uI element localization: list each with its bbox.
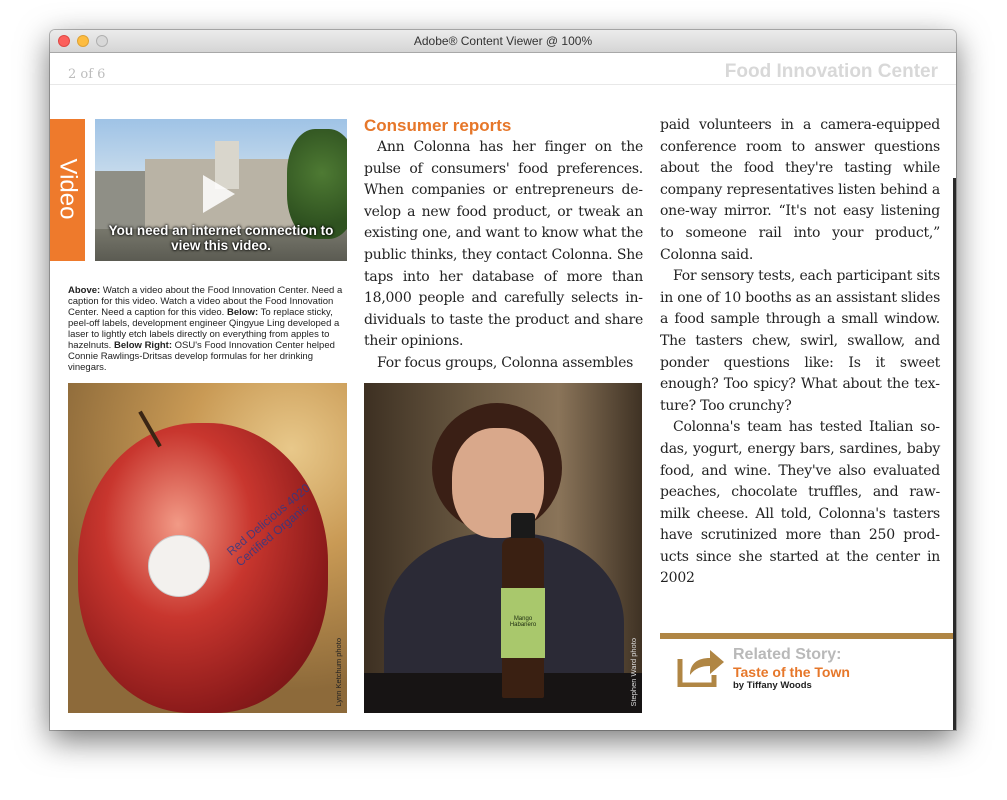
caption-below-right-label: Below Right: — [113, 340, 173, 351]
caption-below-right-text: OSU's Food Innovation Center helped Connie Rawlings-Dritsas develop formulas for her drinking vinegars. — [68, 340, 335, 373]
apple-sticker — [148, 535, 210, 597]
page-indicator: 2 of 6 — [68, 67, 106, 82]
etched-label: Red Delicious 4020 Certified Organic — [224, 480, 313, 570]
article-heading: Consumer reports — [364, 116, 512, 135]
content-viewer-window — [50, 30, 956, 730]
bottle-label: Mango Habanero — [501, 588, 545, 658]
video-tab — [50, 119, 85, 261]
woman-with-bottle-photo — [364, 383, 642, 713]
article-paragraph: For sensory tests, each participant sits in one of 10 booths as an assistant slides a food sample through a small window. The tasters chew, swirl, swallow, and ponder questions like: Is it sweet enough? Too spicy? What about the texture? Too crunchy? — [660, 268, 940, 414]
article-column-3 — [660, 115, 940, 590]
related-story-divider — [660, 633, 956, 639]
caption-below-label: Below: — [226, 307, 259, 318]
video-connection-message: You need an internet connection to view this video. — [108, 223, 334, 253]
page-content[interactable] — [50, 53, 956, 730]
caption-above-label: Above: — [68, 285, 101, 296]
photo-caption — [68, 285, 350, 373]
related-story-link[interactable]: Taste of the Town — [733, 664, 850, 680]
apple-photo-credit: Lynn Ketchum photo — [334, 638, 343, 707]
share-arrow-icon[interactable] — [676, 645, 726, 687]
video-player[interactable] — [95, 119, 347, 261]
article-paragraph: paid volunteers in a camera-equipped conference room to answer questions about the food they're tasting while company representatives listen behind a one-way mirror. “It's not easy listening to someone rail into your product,” Colonna said. — [660, 117, 940, 263]
window-title: Adobe® Content Viewer @ 100% — [413, 34, 593, 48]
article-column-2 — [364, 137, 643, 375]
related-story-label: Related Story: — [733, 646, 842, 663]
play-icon[interactable] — [203, 175, 235, 213]
article-paragraph: Ann Colonna has her finger on the pulse of consumers' food preferences. When companies or entrepreneurs develop a new food product, or tweak an existing one, and want to know what the public thinks, they contact Colonna. She taps into her database of more than 18,000 people and carefully selects individuals to taste the product and share their opinions. — [364, 139, 643, 350]
header-divider — [50, 84, 956, 85]
article-paragraph: Colonna's team has tested Italian sodas, yogurt, energy bars, sardines, baby food, and wine. They've also evaluated peaches, chocolate truffles, and raw-milk cheese. All told, Colonna's tasters have scrutinized more than 250 products since she started at the center in 2002 — [660, 419, 940, 587]
article-paragraph: For focus groups, Colonna assembles — [377, 354, 634, 371]
scrollbar[interactable] — [953, 178, 956, 730]
section-header: Food Innovation Center — [724, 61, 938, 82]
caption-above-text: Watch a video about the Food Innovation Center. Need a caption for this video. Watch a video about the Food Innovation Center. Need a caption for this video. — [68, 285, 343, 318]
video-tab-label: Video — [54, 158, 82, 220]
caption-below-text: To replace sticky, peel-off labels, development engineer Qingyue Ling developed a laser to lightly etch labels directly on everything from apples to hazelnuts. — [68, 307, 340, 351]
apple-photo — [68, 383, 347, 713]
related-story-byline: by Tiffany Woods — [733, 680, 812, 691]
title-bar[interactable] — [50, 30, 956, 53]
woman-photo-credit: Stephen Ward photo — [629, 638, 638, 707]
